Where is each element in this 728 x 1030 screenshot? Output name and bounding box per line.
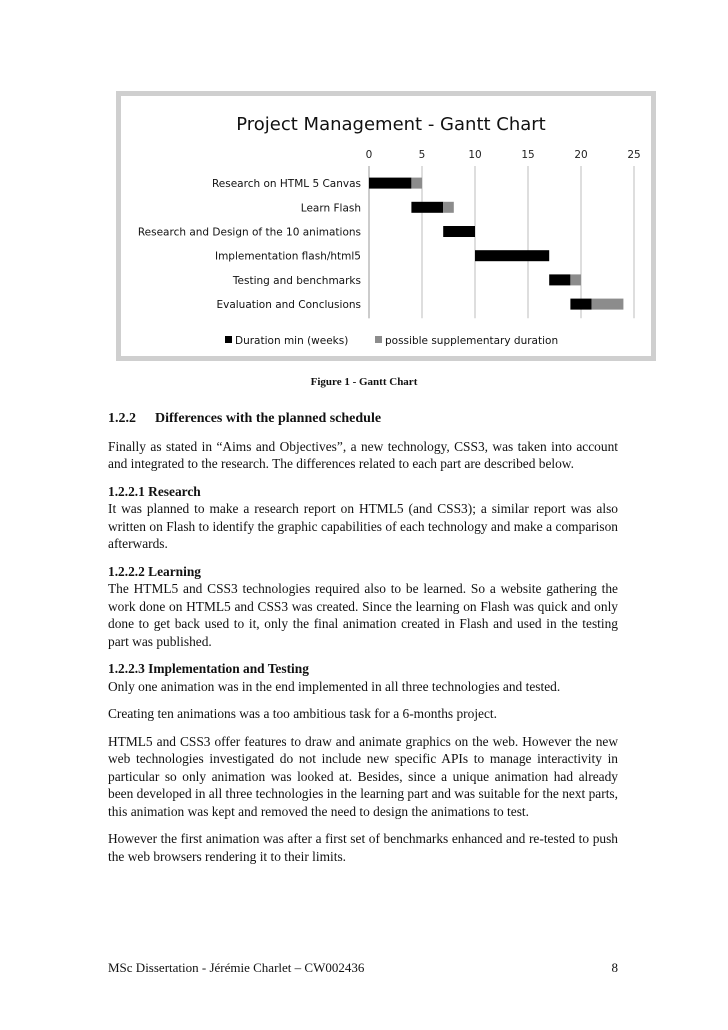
subsection-heading-research: 1.2.2.1 Research [108,483,201,499]
legend-swatch [375,336,382,343]
chart-legend [225,335,558,347]
subsection-heading-implementation: 1.2.2.3 Implementation and Testing [108,661,309,676]
chart-x-ticks [366,149,641,161]
section-body [108,410,618,875]
bar-min-duration [549,274,570,285]
x-tick-label: 20 [574,149,588,161]
learning-paragraph: The HTML5 and CSS3 technologies required also to be learned. So a website gathering the work done on HTML5 and CSS3 was created. Since the learning on Flash was quick and only done to get back used to it, only the final animation created in Flash and used in the testing part was published. [108,581,618,649]
category-label: Implementation flash/html5 [214,250,361,263]
x-tick-label: 5 [418,149,426,161]
legend-swatch [225,336,232,343]
category-label: Evaluation and Conclusions [216,299,361,312]
bar-supplementary-duration [443,202,454,213]
category-label: Learn Flash [300,202,361,215]
subsection-heading-learning: 1.2.2.2 Learning [108,563,201,579]
chart-category-labels [138,178,361,311]
implementation-paragraph-3: HTML5 and CSS3 offer features to draw and animate graphics on the web. However the new web technologies investigated do not include new specific APIs to manage interactivity in particular so only animation was looked at. Besides, since a unique animation had already been developed in all three technologies in the learning part and was suitable for the next parts, this animation was kept and removed the need to design the animations to test. [108,733,618,819]
bar-supplementary-duration [570,274,581,285]
bar-min-duration [475,250,549,261]
research-paragraph: It was planned to make a research report on HTML5 (and CSS3); a similar report was also written on Flash to identify the graphic capabilities of each technology and make a comparison afterwards. [108,501,618,551]
gantt-chart-figure [116,91,656,361]
bar-min-duration [570,299,591,310]
figure-caption: Figure 1 - Gantt Chart [310,376,418,388]
bar-min-duration [411,202,443,213]
chart-title: Project Management - Gantt Chart [236,114,546,135]
bar-supplementary-duration [592,299,624,310]
implementation-paragraph-2: Creating ten animations was a too ambitious task for a 6-months project. [108,706,497,721]
gantt-chart [121,96,651,356]
bar-min-duration [443,226,475,237]
x-tick-label: 25 [627,149,641,161]
category-label: Research on HTML 5 Canvas [211,178,361,191]
section-heading [108,410,618,428]
bar-supplementary-duration [411,178,422,189]
legend-label: Duration min (weeks) [235,335,349,347]
section-number: 1.2.2 [108,411,136,426]
chart-bars [369,178,623,310]
implementation-paragraph-4: However the first animation was after a first set of benchmarks enhanced and re-tested to push the web browsers rendering it to their limits. [108,831,618,864]
chart-grid [369,166,634,318]
footer-text: MSc Dissertation - Jérémie Charlet – CW002436 [108,960,365,975]
x-tick-label: 10 [468,149,482,161]
legend-label: possible supplementary duration [385,335,559,347]
bar-min-duration [369,178,411,189]
category-label: Testing and benchmarks [232,274,361,287]
implementation-paragraph-1: Only one animation was in the end implemented in all three technologies and tested. [108,678,561,694]
section-intro: Finally as stated in “Aims and Objectives”, a new technology, CSS3, was taken into account and integrated to the research. The differences related to each part are described below. [108,438,618,471]
page-number: 8 [611,960,618,975]
x-tick-label: 0 [365,149,373,161]
x-tick-label: 15 [521,149,535,161]
section-title: Differences with the planned schedule [155,411,382,426]
category-label: Research and Design of the 10 animations [137,226,361,239]
